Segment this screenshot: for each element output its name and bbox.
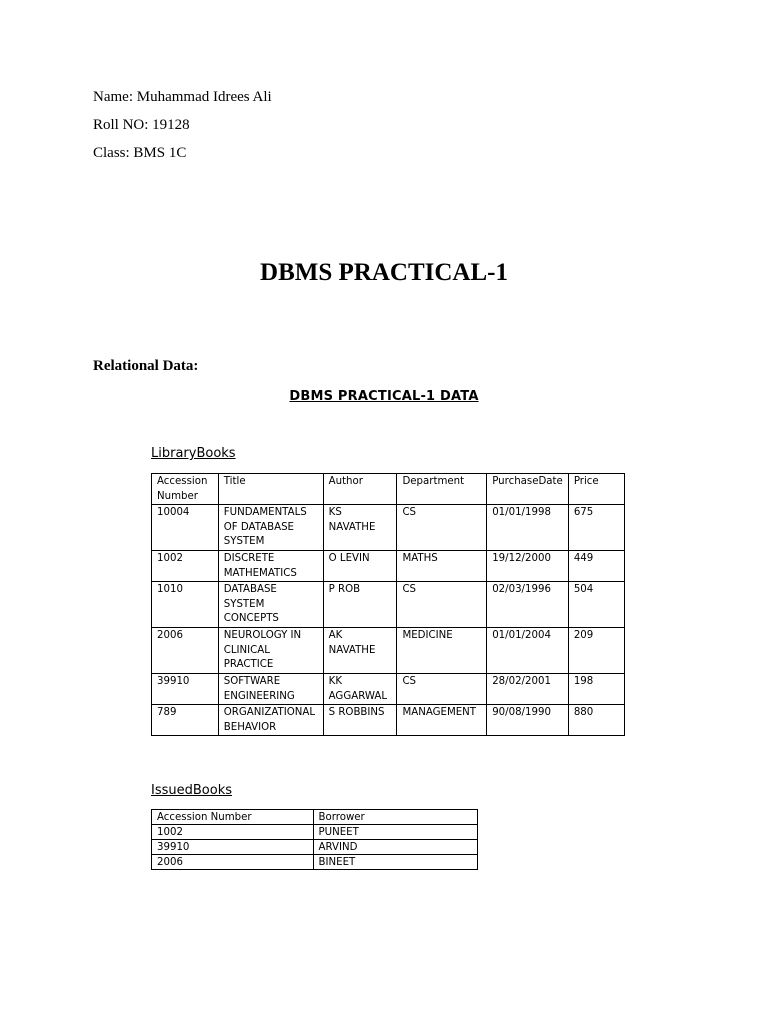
table-row [152,628,625,674]
cell-accession-number: 1010 [152,582,219,628]
cell-accession-number: 39910 [152,674,219,705]
cell-price: 880 [568,705,624,736]
cell-purchase-date: 02/03/1996 [487,582,569,628]
table-row [152,705,625,736]
table-row [152,825,478,840]
cell-accession-number: 1002 [152,825,314,840]
header-accession-number: Accession Number [152,474,219,505]
table-row [152,505,625,551]
table-header-row [152,810,478,825]
cell-author: O LEVIN [323,551,397,582]
cell-author: S ROBBINS [323,705,397,736]
table-row [152,855,478,870]
issued-books-table [151,809,478,870]
cell-title: NEUROLOGY IN CLINICAL PRACTICE [218,628,323,674]
cell-price: 209 [568,628,624,674]
cell-title: DISCRETE MATHEMATICS [218,551,323,582]
student-class: Class: BMS 1C [93,145,187,161]
cell-department: MEDICINE [397,628,487,674]
cell-author: P ROB [323,582,397,628]
section-heading: Relational Data: [93,358,199,374]
table-row [152,551,625,582]
header-author: Author [323,474,397,505]
cell-department: MANAGEMENT [397,705,487,736]
cell-author: KK AGGARWAL [323,674,397,705]
table-row [152,674,625,705]
cell-accession-number: 1002 [152,551,219,582]
document-title: DBMS PRACTICAL-1 [260,259,508,286]
library-books-caption: LibraryBooks [151,446,236,461]
library-books-table [151,473,625,736]
cell-department: CS [397,582,487,628]
cell-department: CS [397,674,487,705]
cell-price: 449 [568,551,624,582]
issued-books-caption: IssuedBooks [151,783,232,798]
student-name: Name: Muhammad Idrees Ali [93,89,272,105]
table-header-row [152,474,625,505]
table-row [152,582,625,628]
cell-purchase-date: 90/08/1990 [487,705,569,736]
cell-accession-number: 39910 [152,840,314,855]
header-title: Title [218,474,323,505]
header-department: Department [397,474,487,505]
header-purchase-date: PurchaseDate [487,474,569,505]
data-title: DBMS PRACTICAL-1 DATA [289,389,479,404]
cell-accession-number: 2006 [152,855,314,870]
cell-borrower: BINEET [313,855,477,870]
header-accession-number: Accession Number [152,810,314,825]
cell-title: SOFTWARE ENGINEERING [218,674,323,705]
cell-author: KS NAVATHE [323,505,397,551]
cell-purchase-date: 28/02/2001 [487,674,569,705]
cell-accession-number: 2006 [152,628,219,674]
cell-accession-number: 10004 [152,505,219,551]
cell-author: AK NAVATHE [323,628,397,674]
cell-purchase-date: 01/01/1998 [487,505,569,551]
cell-title: DATABASE SYSTEM CONCEPTS [218,582,323,628]
cell-price: 504 [568,582,624,628]
cell-borrower: PUNEET [313,825,477,840]
cell-accession-number: 789 [152,705,219,736]
cell-title: ORGANIZATIONAL BEHAVIOR [218,705,323,736]
student-roll-number: Roll NO: 19128 [93,117,190,133]
cell-purchase-date: 01/01/2004 [487,628,569,674]
cell-title: FUNDAMENTALS OF DATABASE SYSTEM [218,505,323,551]
table-row [152,840,478,855]
header-borrower: Borrower [313,810,477,825]
cell-department: CS [397,505,487,551]
header-price: Price [568,474,624,505]
cell-price: 675 [568,505,624,551]
cell-borrower: ARVIND [313,840,477,855]
cell-department: MATHS [397,551,487,582]
cell-purchase-date: 19/12/2000 [487,551,569,582]
cell-price: 198 [568,674,624,705]
